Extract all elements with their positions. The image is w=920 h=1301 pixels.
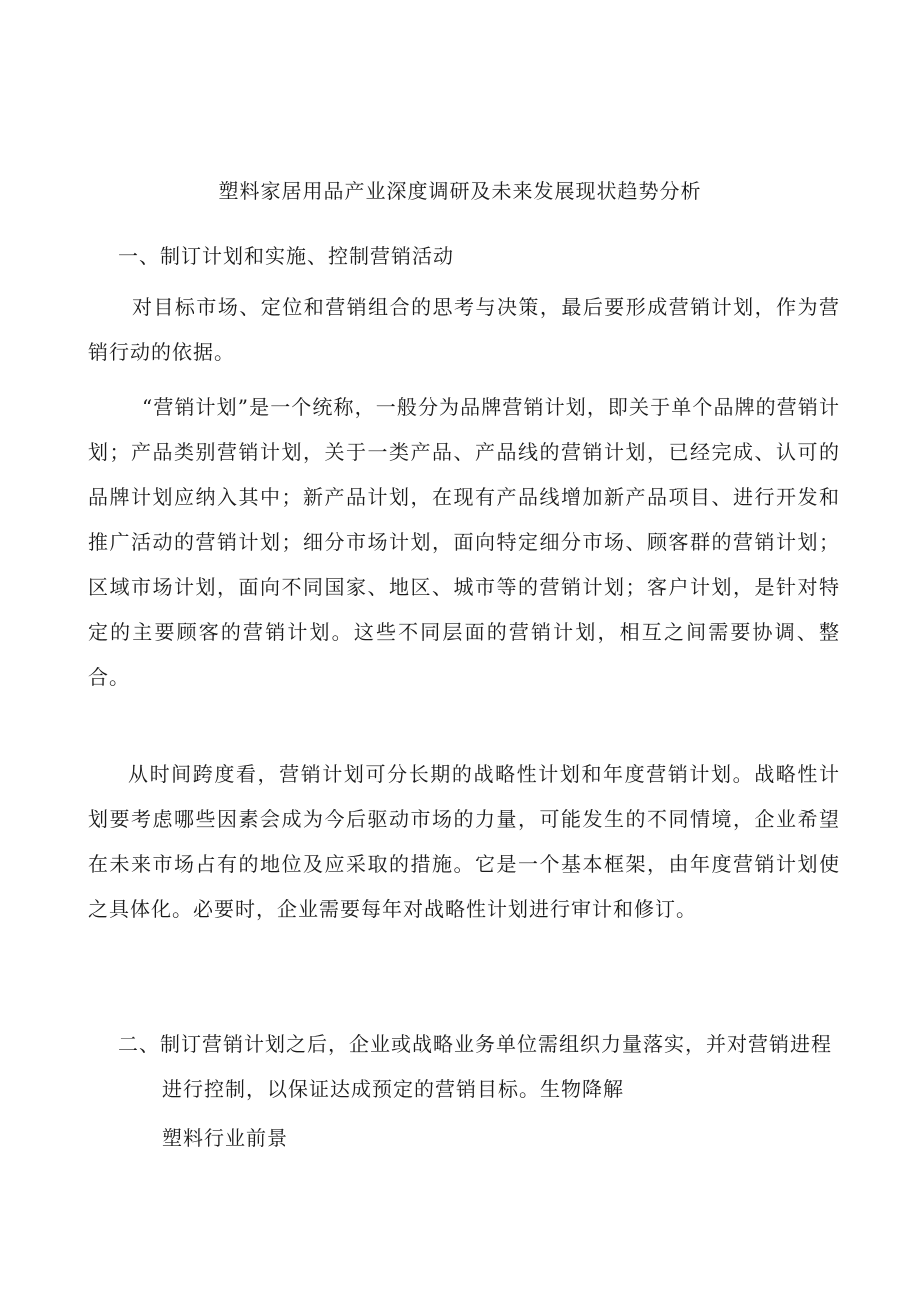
section-2-continuation: 塑料行业前景 [162, 1126, 288, 1150]
section-1-heading: 一、制订计划和实施、控制营销活动 [118, 244, 454, 268]
section-2-item [118, 1022, 838, 1112]
section-2-text: 制订营销计划之后，企业或战略业务单位需组织力量落实，并对营销进程进行控制，以保证达成预定的营销目标。生物降解 [160, 1032, 832, 1101]
document-title: 塑料家居用品产业深度调研及未来发展现状趋势分析 [218, 179, 702, 203]
section-1-paragraph-2: “营销计划”是一个统称，一般分为品牌营销计划，即关于单个品牌的营销计划；产品类别营销计划，关于一类产品、产品线的营销计划，已经完成、认可的品牌计划应纳入其中；新产品计划，在现有产品线增加新产品项目、进行开发和推广活动的营销计划；细分市场计划，面向特定细分市场、顾客群的营销计划；区域市场计划，面向不同国家、地区、城市等的营销计划；客户计划，是针对特定的主要顾客的营销计划。这些不同层面的营销计划，相互之间需要协调、整合。 [88, 395, 840, 689]
section-1-paragraph-1: 对目标市场、定位和营销组合的思考与决策，最后要形成营销计划，作为营销行动的依据。 [88, 295, 840, 364]
section-2-number: 二、 [118, 1032, 160, 1056]
section-1-paragraph-3: 从时间跨度看，营销计划可分长期的战略性计划和年度营销计划。战略性计划要考虑哪些因素会成为今后驱动市场的力量，可能发生的不同情境，企业希望在未来市场占有的地位及应采取的措施。它是一个基本框架，由年度营销计划使之具体化。必要时，企业需要每年对战略性计划进行审计和修订。 [88, 762, 840, 921]
